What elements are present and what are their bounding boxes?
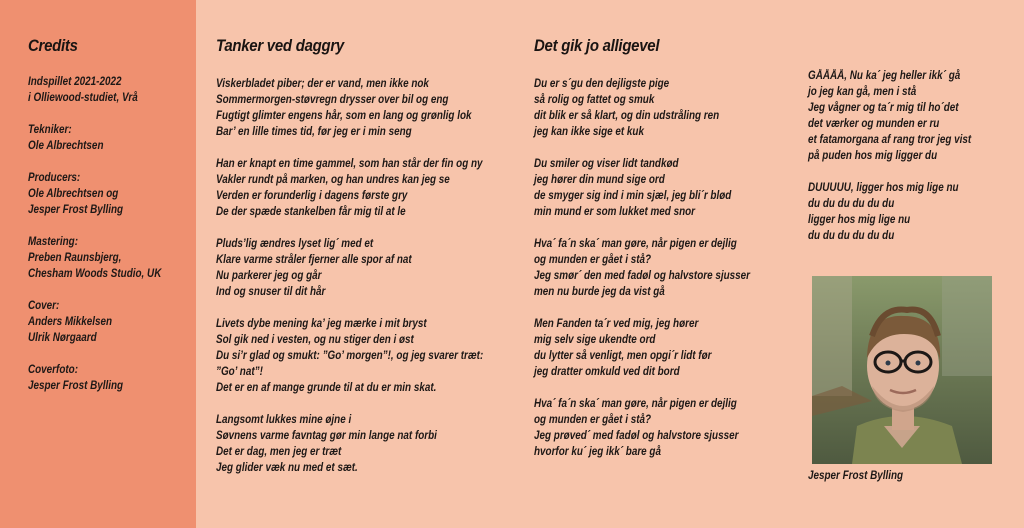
photo-caption: Jesper Frost Bylling xyxy=(808,470,904,482)
lyric-line: Pluds’lig ændres lyset lig´ med et xyxy=(216,238,374,250)
stanza xyxy=(808,68,980,164)
credit-line: Producers: xyxy=(28,172,81,184)
credit-line: Ole Albrechtsen og xyxy=(28,188,119,200)
lyric-line: Sommermorgen-støvregn drysser over bil og eng xyxy=(216,94,449,106)
lyric-line: så rolig og fattet og smuk xyxy=(534,94,655,106)
stanza xyxy=(534,316,766,380)
credit-line: Jesper Frost Bylling xyxy=(28,204,124,216)
song-det-gik-jo-alligevel-continued xyxy=(808,68,1008,260)
lyric-line: Nu parkerer jeg og går xyxy=(216,270,322,282)
credit-line: Preben Raunsbjerg, xyxy=(28,252,122,264)
lyric-line: GÅÅÅÅ, Nu ka´ jeg heller ikk´ gå xyxy=(808,70,961,82)
lyric-line: Livets dybe mening ka’ jeg mærke i mit bryst xyxy=(216,318,427,330)
lyric-line: Sol gik ned i vesten, og nu stiger den i øst xyxy=(216,334,414,346)
lyric-line: Jeg smør´ den med fadøl og halvstore sjusser xyxy=(534,270,750,282)
credit-line: Cover: xyxy=(28,300,60,312)
lyric-line: De der spæde stankelben får mig til at le xyxy=(216,206,406,218)
lyric-line: Vakler rundt på marken, og han undres kan jeg se xyxy=(216,174,450,186)
lyric-line: Jeg glider væk nu med et sæt. xyxy=(216,462,358,474)
lyric-line: ”Go’ nat”! xyxy=(216,366,263,378)
credit-line: Tekniker: xyxy=(28,124,72,136)
lyric-line: Søvnens varme favntag gør min lange nat forbi xyxy=(216,430,437,442)
stanza xyxy=(534,396,766,460)
lyrics xyxy=(534,76,766,460)
credit-block-producers xyxy=(28,170,172,218)
song-tanker-ved-daggry xyxy=(216,36,516,492)
portrait-illustration xyxy=(812,276,992,464)
credit-block-technician xyxy=(28,122,172,154)
stanza xyxy=(534,236,766,300)
lyric-line: DUUUUU, ligger hos mig lige nu xyxy=(808,182,959,194)
stanza xyxy=(534,156,766,220)
lyric-line: Hva´ fa´n ska´ man gøre, når pigen er dejlig xyxy=(534,398,737,410)
lyric-line: Du si’r glad og smukt: ”Go’ morgen”!, og jeg svarer træt: xyxy=(216,350,484,362)
lyric-line: Langsomt lukkes mine øjne i xyxy=(216,414,352,426)
lyric-line: Verden er forunderlig i dagens første gry xyxy=(216,190,408,202)
lyric-line: Jeg vågner og ta´r mig til ho´det xyxy=(808,102,959,114)
lyric-line: mig selv sige ukendte ord xyxy=(534,334,656,346)
lyric-line: de smyger sig ind i min sjæl, jeg bli´r blød xyxy=(534,190,732,202)
lyric-line: Men Fanden ta´r ved mig, jeg hører xyxy=(534,318,699,330)
stanza xyxy=(216,236,474,300)
lyric-line: Bar’ en lille times tid, før jeg er i min seng xyxy=(216,126,412,138)
song-title: Tanker ved daggry xyxy=(216,36,344,55)
lyric-line: et fatamorgana af rang tror jeg vist xyxy=(808,134,972,146)
lyric-line: ligger hos mig lige nu xyxy=(808,214,911,226)
lyric-line: Det er dag, men jeg er træt xyxy=(216,446,342,458)
song-title: Det gik jo alligevel xyxy=(534,36,660,55)
portrait-photo xyxy=(812,276,992,464)
lyric-line: dit blik er så klart, og din udstråling ren xyxy=(534,110,720,122)
credit-line: Jesper Frost Bylling xyxy=(28,380,124,392)
credits-title: Credits xyxy=(28,36,78,55)
lyric-line: du du du du du du xyxy=(808,198,895,210)
credit-block-cover xyxy=(28,298,172,346)
lyric-line: Det er en af mange grunde til at du er min skat. xyxy=(216,382,437,394)
lyric-line: Klare varme stråler fjerner alle spor af nat xyxy=(216,254,412,266)
stanza xyxy=(216,76,474,140)
lyric-line: Du er s´gu den dejligste pige xyxy=(534,78,670,90)
lyric-line: det værker og munden er ru xyxy=(808,118,940,130)
lyric-line: jeg dratter omkuld ved dit bord xyxy=(534,366,680,378)
stanza xyxy=(808,180,980,244)
lyric-line: jeg kan ikke sige et kuk xyxy=(534,126,644,138)
credits-panel xyxy=(0,0,196,528)
credit-line: Ulrik Nørgaard xyxy=(28,332,97,344)
credit-line: Ole Albrechtsen xyxy=(28,140,104,152)
lyric-line: og munden er gået i stå? xyxy=(534,254,652,266)
lyric-line: Du smiler og viser lidt tandkød xyxy=(534,158,679,170)
lyric-line: min mund er som lukket med snor xyxy=(534,206,696,218)
lyric-line: du du du du du du xyxy=(808,230,895,242)
credit-line: i Olliewood-studiet, Vrå xyxy=(28,92,138,104)
credit-block-recording xyxy=(28,74,172,106)
credit-line: Indspillet 2021-2022 xyxy=(28,76,122,88)
stanza xyxy=(216,316,484,396)
credit-line: Anders Mikkelsen xyxy=(28,316,113,328)
stanza xyxy=(216,156,483,220)
lyric-line: Viskerbladet piber; der er vand, men ikke nok xyxy=(216,78,429,90)
lyrics xyxy=(808,68,980,244)
credits-list xyxy=(28,74,172,394)
lyric-line: Ind og snuser til dit hår xyxy=(216,286,326,298)
song-det-gik-jo-alligevel xyxy=(534,36,804,476)
lyrics xyxy=(216,76,484,476)
lyric-line: men nu burde jeg da vist gå xyxy=(534,286,665,298)
lyric-line: Han er knapt en time gammel, som han står der fin og ny xyxy=(216,158,483,170)
lyric-line: og munden er gået i stå? xyxy=(534,414,652,426)
lyric-line: jeg hører din mund sige ord xyxy=(534,174,665,186)
lyric-line: jo jeg kan gå, men i stå xyxy=(808,86,917,98)
lyric-line: hvorfor ku´ jeg ikk´ bare gå xyxy=(534,446,661,458)
lyric-line: du lytter så venligt, men opgi´r lidt før xyxy=(534,350,712,362)
lyric-line: Fugtigt glimter engens hår, som en lang og grønlig lok xyxy=(216,110,472,122)
lyric-line: Hva´ fa´n ska´ man gøre, når pigen er dejlig xyxy=(534,238,737,250)
lyric-line: på puden hos mig ligger du xyxy=(808,150,938,162)
credit-block-coverphoto xyxy=(28,362,172,394)
credit-line: Coverfoto: xyxy=(28,364,79,376)
lyric-line: Jeg prøved´ med fadøl og halvstore sjusser xyxy=(534,430,739,442)
credit-line: Mastering: xyxy=(28,236,79,248)
stanza xyxy=(216,412,474,476)
credit-line: Chesham Woods Studio, UK xyxy=(28,268,162,280)
credit-block-mastering xyxy=(28,234,172,282)
stanza xyxy=(534,76,766,140)
